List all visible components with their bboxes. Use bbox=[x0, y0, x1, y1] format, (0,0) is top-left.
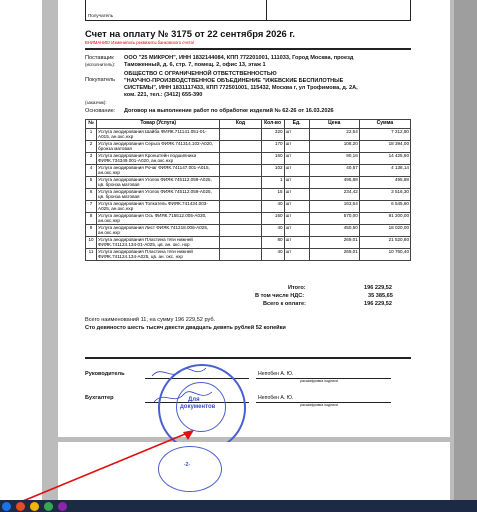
cell-qty: 102 bbox=[261, 165, 284, 177]
cell-name: Услуга анодирования Кронштейн подшипника ФИЯК.734349.001-А020, ан.окс.нхр bbox=[97, 153, 220, 165]
annotation-arrow-icon bbox=[0, 424, 200, 512]
cell-num: 1 bbox=[86, 129, 97, 141]
acct-name: Непобен А. Ю. bbox=[258, 395, 294, 401]
buyer-label: Покупатель bbox=[85, 77, 116, 83]
table-row bbox=[86, 201, 411, 213]
cell-num: 4 bbox=[86, 165, 97, 177]
cell-price: 163,64 bbox=[309, 201, 359, 213]
cell-name: Услуга анодирования Уголок ФИЯК.745112.059-А025, цв. бронза матовая bbox=[97, 189, 220, 201]
vat-value: 35 385,65 bbox=[368, 293, 393, 299]
taskbar bbox=[0, 500, 477, 512]
table-row bbox=[86, 165, 411, 177]
head-name-caption: расшифровка подписи bbox=[300, 379, 338, 383]
basis-text: Договор на выполнение работ по обработке изделий № 62-26 от 16.03.2026 bbox=[124, 108, 334, 114]
cell-price: 450,50 bbox=[309, 225, 359, 237]
title-rule bbox=[85, 48, 411, 50]
signature-rule bbox=[85, 357, 411, 359]
cell-qty: 40 bbox=[261, 225, 284, 237]
table-row bbox=[86, 153, 411, 165]
cell-price: 495,88 bbox=[309, 177, 359, 189]
stamp-text-2: документов bbox=[180, 404, 216, 410]
vat-label: В том числе НДС: bbox=[255, 293, 305, 299]
cell-sum: 10 760,40 bbox=[359, 249, 410, 261]
cell-qty: 40 bbox=[261, 249, 284, 261]
cell-name: Услуга анодирования Серьга ФИЯК.741314.102-А020, бронза матовая bbox=[97, 141, 220, 153]
col-header: Кол-во bbox=[261, 120, 284, 129]
cell-price: 570,00 bbox=[309, 213, 359, 225]
cell-unit: шт bbox=[284, 213, 309, 225]
cell-price: 269,01 bbox=[309, 249, 359, 261]
cell-num: 11 bbox=[86, 249, 97, 261]
recipient-box-divider bbox=[266, 0, 267, 20]
cell-sum: 18 394,00 bbox=[359, 141, 410, 153]
cell-num: 9 bbox=[86, 225, 97, 237]
cell-unit: шт bbox=[284, 249, 309, 261]
cell-qty: 160 bbox=[261, 213, 284, 225]
cell-unit: шт bbox=[284, 201, 309, 213]
cell-name: Услуга анодирования Толкатель ФИЯК.741434.003-А025, ан.окс.нхр bbox=[97, 201, 220, 213]
col-header: Цена bbox=[309, 120, 359, 129]
cell-sum: 91 200,00 bbox=[359, 213, 410, 225]
cell-num: 3 bbox=[86, 153, 97, 165]
cell-price: 40,57 bbox=[309, 165, 359, 177]
buyer-text-4: ком. 221, тел.: (3412) 655-390 bbox=[124, 92, 203, 98]
cell-code bbox=[220, 153, 261, 165]
cell-code bbox=[220, 213, 261, 225]
recipient-box-right bbox=[410, 0, 411, 20]
cell-code bbox=[220, 141, 261, 153]
recipient-box-bottom bbox=[85, 20, 411, 21]
warning-text: ВНИМАНИЕ! Изменились реквизиты банковского счета! bbox=[85, 40, 195, 45]
col-header: № bbox=[86, 120, 97, 129]
cell-code bbox=[220, 201, 261, 213]
taskbar-app-icon[interactable] bbox=[30, 502, 39, 511]
col-header: Сумма bbox=[359, 120, 410, 129]
cell-sum: 495,88 bbox=[359, 177, 410, 189]
cell-qty: 80 bbox=[261, 237, 284, 249]
cell-unit: шт bbox=[284, 153, 309, 165]
cell-name: Услуга анодирования Лист ФИЯК.741218.006-А025, ан.окс.нхр bbox=[97, 225, 220, 237]
cell-price: 234,42 bbox=[309, 189, 359, 201]
cell-num: 7 bbox=[86, 201, 97, 213]
cell-sum: 21 520,80 bbox=[359, 237, 410, 249]
cell-price: 90,16 bbox=[309, 153, 359, 165]
customer-label: (заказчик): bbox=[85, 100, 107, 105]
accountant-label: Бухгалтер bbox=[85, 395, 114, 401]
supplier-text-1: ООО "25 МИКРОН", ИНН 1832144084, КПП 772201001, 111033, Город Москва, проезд bbox=[124, 55, 354, 61]
total-value: 196 229,52 bbox=[364, 285, 392, 291]
cell-num: 6 bbox=[86, 189, 97, 201]
cell-price: 269,01 bbox=[309, 237, 359, 249]
cell-name: Услуга анодирования Уголок ФИЯК.745112.059-А025, цв. бронза матовая bbox=[97, 177, 220, 189]
invoice-title: Счет на оплату № 3175 от 22 сентября 2026 г. bbox=[85, 28, 295, 39]
table-row bbox=[86, 237, 411, 249]
cell-unit: шт bbox=[284, 141, 309, 153]
stamp-text-1: Для bbox=[188, 397, 200, 403]
table-header-row bbox=[86, 120, 411, 129]
cell-num: 5 bbox=[86, 177, 97, 189]
taskbar-app-icon[interactable] bbox=[16, 502, 25, 511]
cell-qty: 40 bbox=[261, 201, 284, 213]
col-header: Ед. bbox=[284, 120, 309, 129]
cell-num: 8 bbox=[86, 213, 97, 225]
page2-mark: -2- bbox=[184, 462, 191, 468]
cell-unit: шт bbox=[284, 189, 309, 201]
cell-code bbox=[220, 189, 261, 201]
taskbar-app-icon[interactable] bbox=[58, 502, 67, 511]
cell-code bbox=[220, 225, 261, 237]
cell-sum: 3 516,30 bbox=[359, 189, 410, 201]
table-row bbox=[86, 177, 411, 189]
col-header: Код bbox=[220, 120, 261, 129]
cell-sum: 7 212,80 bbox=[359, 129, 410, 141]
cell-qty: 170 bbox=[261, 141, 284, 153]
cell-qty: 160 bbox=[261, 153, 284, 165]
summary-count: Всего наименований 11, на сумму 196 229,52 руб. bbox=[85, 317, 216, 323]
supplier-sub: (исполнитель): bbox=[85, 62, 116, 67]
cell-name: Услуга анодирования Рочаг ФИЯК.741147.001-А015, ан.окс.нхр bbox=[97, 165, 220, 177]
table-row bbox=[86, 249, 411, 261]
head-name: Непобен А. Ю. bbox=[258, 371, 294, 377]
cell-code bbox=[220, 177, 261, 189]
cell-sum: 18 020,00 bbox=[359, 225, 410, 237]
summary-words: Сто девяносто шесть тысяч двести двадцать девять рублей 52 копейки bbox=[85, 325, 286, 331]
table-row bbox=[86, 129, 411, 141]
cell-qty: 320 bbox=[261, 129, 284, 141]
cell-price: 108,20 bbox=[309, 141, 359, 153]
table-row bbox=[86, 213, 411, 225]
cell-num: 2 bbox=[86, 141, 97, 153]
cell-unit: шт bbox=[284, 177, 309, 189]
right-scroll-area[interactable] bbox=[454, 0, 477, 500]
cell-name: Услуга анодирования Ось ФИЯК.715512.005-А030, ан.окс.нхр bbox=[97, 213, 220, 225]
head-label: Руководитель bbox=[85, 371, 125, 377]
cell-num: 10 bbox=[86, 237, 97, 249]
cell-sum: 14 425,60 bbox=[359, 153, 410, 165]
cell-unit: шт bbox=[284, 129, 309, 141]
cell-code bbox=[220, 237, 261, 249]
cell-sum: 4 138,14 bbox=[359, 165, 410, 177]
table-row bbox=[86, 225, 411, 237]
cell-qty: 15 bbox=[261, 189, 284, 201]
buyer-text-3: СИСТЕМЫ", ИНН 1831117433, КПП 772501001, 115432, Москва г, ул Трофимова, д. 2А, bbox=[124, 85, 358, 91]
supplier-label: Поставщик bbox=[85, 55, 114, 61]
recipient-box-left bbox=[85, 0, 86, 20]
col-header: Товар (Услуга) bbox=[97, 120, 220, 129]
cell-code bbox=[220, 165, 261, 177]
buyer-text-1: ОБЩЕСТВО С ОГРАНИЧЕННОЙ ОТВЕТСТВЕННОСТЬЮ bbox=[124, 71, 277, 77]
supplier-text-2: Таможенный, д. 6, стр. 7, помещ. 2, офис 13, этаж 1 bbox=[124, 62, 266, 68]
cell-unit: шт bbox=[284, 225, 309, 237]
cell-name: Услуга анодирования Шайба ФИЯК.711141.051-01-А015, ан.окс.нхр bbox=[97, 129, 220, 141]
table-row bbox=[86, 141, 411, 153]
buyer-text-2: "НАУЧНО-ПРОИЗВОДСТВЕННОЕ ОБЪЕДИНЕНИЕ "ИЖЕВСКИЕ БЕСПИЛОТНЫЕ bbox=[124, 78, 344, 84]
cell-price: 22,54 bbox=[309, 129, 359, 141]
cell-name: Услуга анодирования Пластина тяги нижней ФИЯК.741124.134-А025, цв. ан. окс. нхр bbox=[97, 249, 220, 261]
cell-code bbox=[220, 129, 261, 141]
cell-name: Услуга анодирования Пластина тяги нижней ФИЯК.741124.134-01-А025, цв. ан. окс. нхр bbox=[97, 237, 220, 249]
total-label: Итого: bbox=[288, 285, 306, 291]
items-table bbox=[85, 119, 411, 261]
taskbar-app-icon[interactable] bbox=[44, 502, 53, 511]
taskbar-app-icon[interactable] bbox=[2, 502, 11, 511]
cell-unit: шт bbox=[284, 237, 309, 249]
recipient-label: Получатель bbox=[88, 13, 114, 18]
table-row bbox=[86, 189, 411, 201]
cell-code bbox=[220, 249, 261, 261]
cell-unit: шт bbox=[284, 165, 309, 177]
acct-name-caption: расшифровка подписи bbox=[300, 403, 338, 407]
cell-sum: 6 545,60 bbox=[359, 201, 410, 213]
pay-value: 196 229,52 bbox=[364, 301, 392, 307]
basis-label: Основание: bbox=[85, 108, 116, 114]
cell-qty: 1 bbox=[261, 177, 284, 189]
pay-label: Всего к оплате: bbox=[263, 301, 307, 307]
